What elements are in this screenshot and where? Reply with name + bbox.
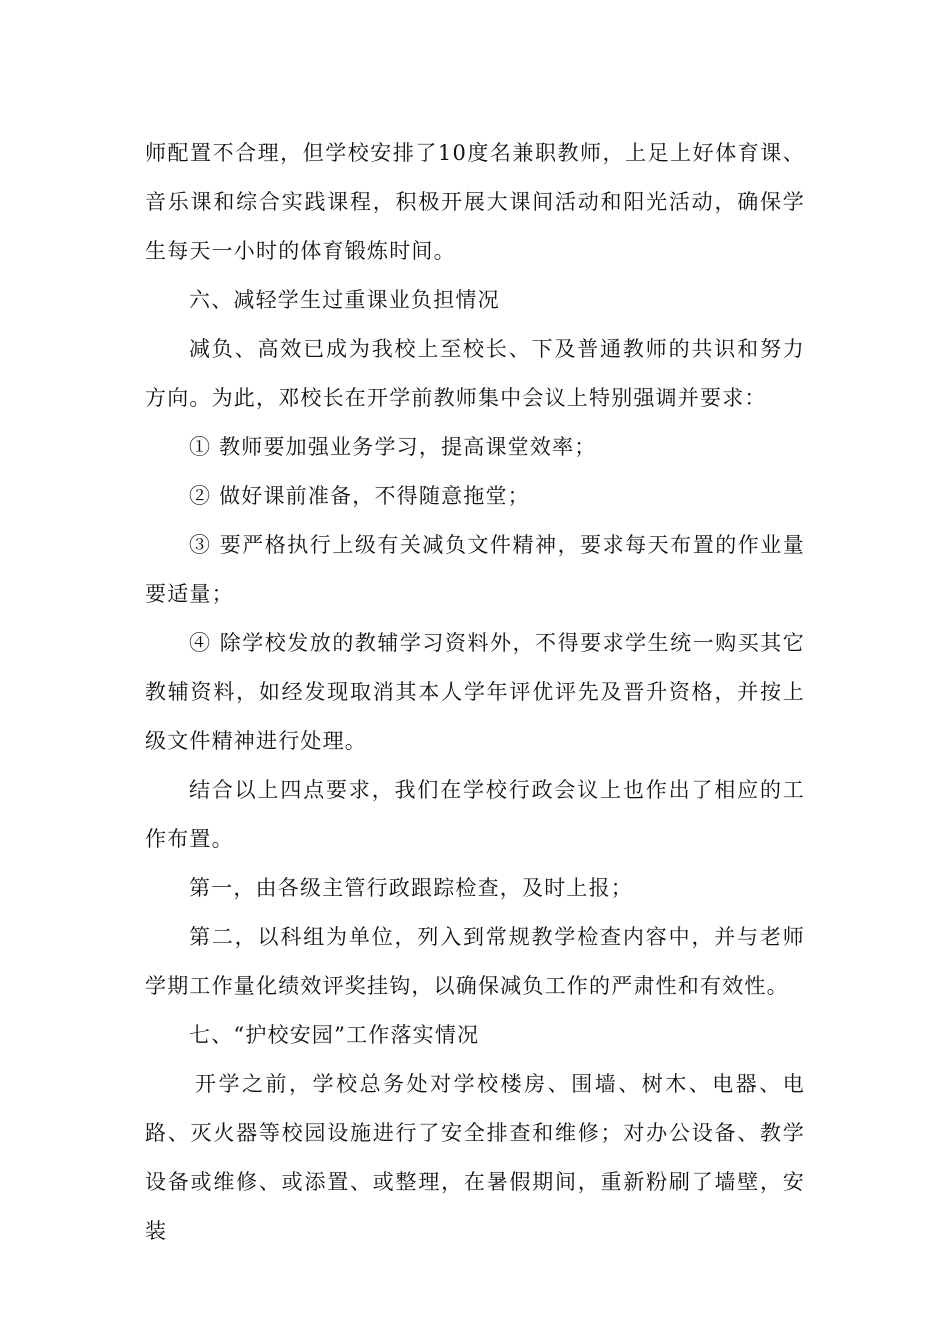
requirement-item-1: ① 教师要加强业务学习，提高课堂效率； <box>189 435 597 459</box>
document-body <box>145 129 805 1256</box>
measure-item-2: 第二，以科组为单位，列入到常规教学检查内容中，并与老师学期工作量化绩效评奖挂钩，以确保减负工作的严肃性和有效性。 <box>145 925 805 998</box>
paragraph-burden-reduction: 减负、高效已成为我校上至校长、下及普通教师的共识和努力方向。为此，邓校长在开学前教师集中会议上特别强调并要求： <box>145 337 805 410</box>
measure-item-1: 第一，由各级主管行政跟踪检查，及时上报； <box>189 876 633 900</box>
paragraph-continuation: 师配置不合理，但学校安排了10度名兼职教师，上足上好体育课、音乐课和综合实践课程，积极开展大课间活动和阳光活动，确保学生每天一小时的体育锻炼时间。 <box>145 141 805 263</box>
requirement-item-2: ② 做好课前准备，不得随意拖堂； <box>189 484 530 508</box>
requirement-item-3: ③ 要严格执行上级有关减负文件精神，要求每天布置的作业量要适量； <box>145 533 805 606</box>
requirement-item-4: ④ 除学校发放的教辅学习资料外，不得要求学生统一购买其它教辅资料，如经发现取消其本人学年评优评先及晋升资格，并按上级文件精神进行处理。 <box>145 631 805 753</box>
paragraph-arrangement: 结合以上四点要求，我们在学校行政会议上也作出了相应的工作布置。 <box>145 778 805 851</box>
paragraph-campus-safety: 开学之前，学校总务处对学校楼房、围墙、树木、电器、电路、灭火器等校园设施进行了安全排查和维修；对办公设备、教学设备或维修、或添置、或整理，在暑假期间，重新粉刷了墙壁，安装 <box>145 1072 805 1243</box>
section-heading-seven: 七、“护校安园”工作落实情况 <box>189 1023 480 1047</box>
section-heading-six: 六、减轻学生过重课业负担情况 <box>189 288 500 312</box>
